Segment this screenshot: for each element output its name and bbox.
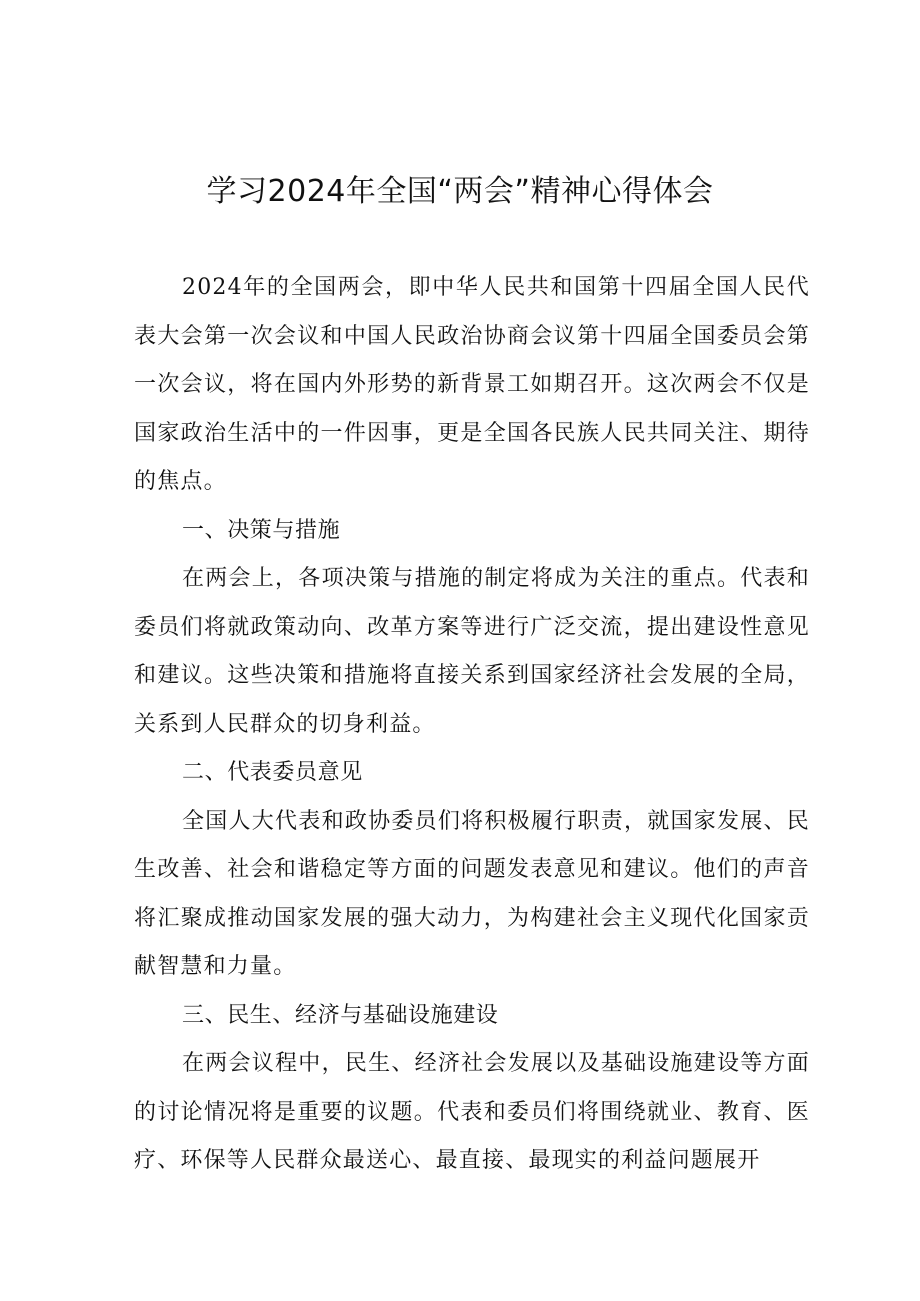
- intro-paragraph: 2024年的全国两会，即中华人民共和国第十四届全国人民代表大会第一次会议和中国人民政治协商会议第十四届全国委员会第一次会议，将在国内外形势的新背景工如期召开。这次两会不仅是国家政治生活中的一件因事，更是全国各民族人民共同关注、期待的焦点。: [134, 275, 810, 494]
- section-heading-deputies: 二、代表委员意见: [182, 760, 363, 785]
- section-body-decisions: 在两会上，各项决策与措施的制定将成为关注的重点。代表和委员们将就政策动向、改革方案等进行广泛交流，提出建设性意见和建议。这些决策和措施将直接关系到国家经济社会发展的全局，关系到人民群众的切身利益。: [134, 566, 810, 737]
- document-title: 学习2024年全国“两会”精神心得体会: [206, 174, 714, 209]
- section-body-deputies: 全国人大代表和政协委员们将积极履行职责，就国家发展、民生改善、社会和谐稳定等方面的问题发表意见和建议。他们的声音将汇聚成推动国家发展的强大动力，为构建社会主义现代化国家贡献智慧和力量。: [134, 808, 810, 979]
- section-heading-livelihood: 三、民生、经济与基础设施建设: [182, 1002, 499, 1028]
- section-heading-decisions: 一、决策与措施: [182, 517, 341, 543]
- document-body: [134, 264, 810, 1186]
- section-body-livelihood: 在两会议程中，民生、经济社会发展以及基础设施建设等方面的讨论情况将是重要的议题。代表和委员们将围绕就业、教育、医疗、环保等人民群众最送心、最直接、最现实的利益问题展开: [134, 1051, 810, 1173]
